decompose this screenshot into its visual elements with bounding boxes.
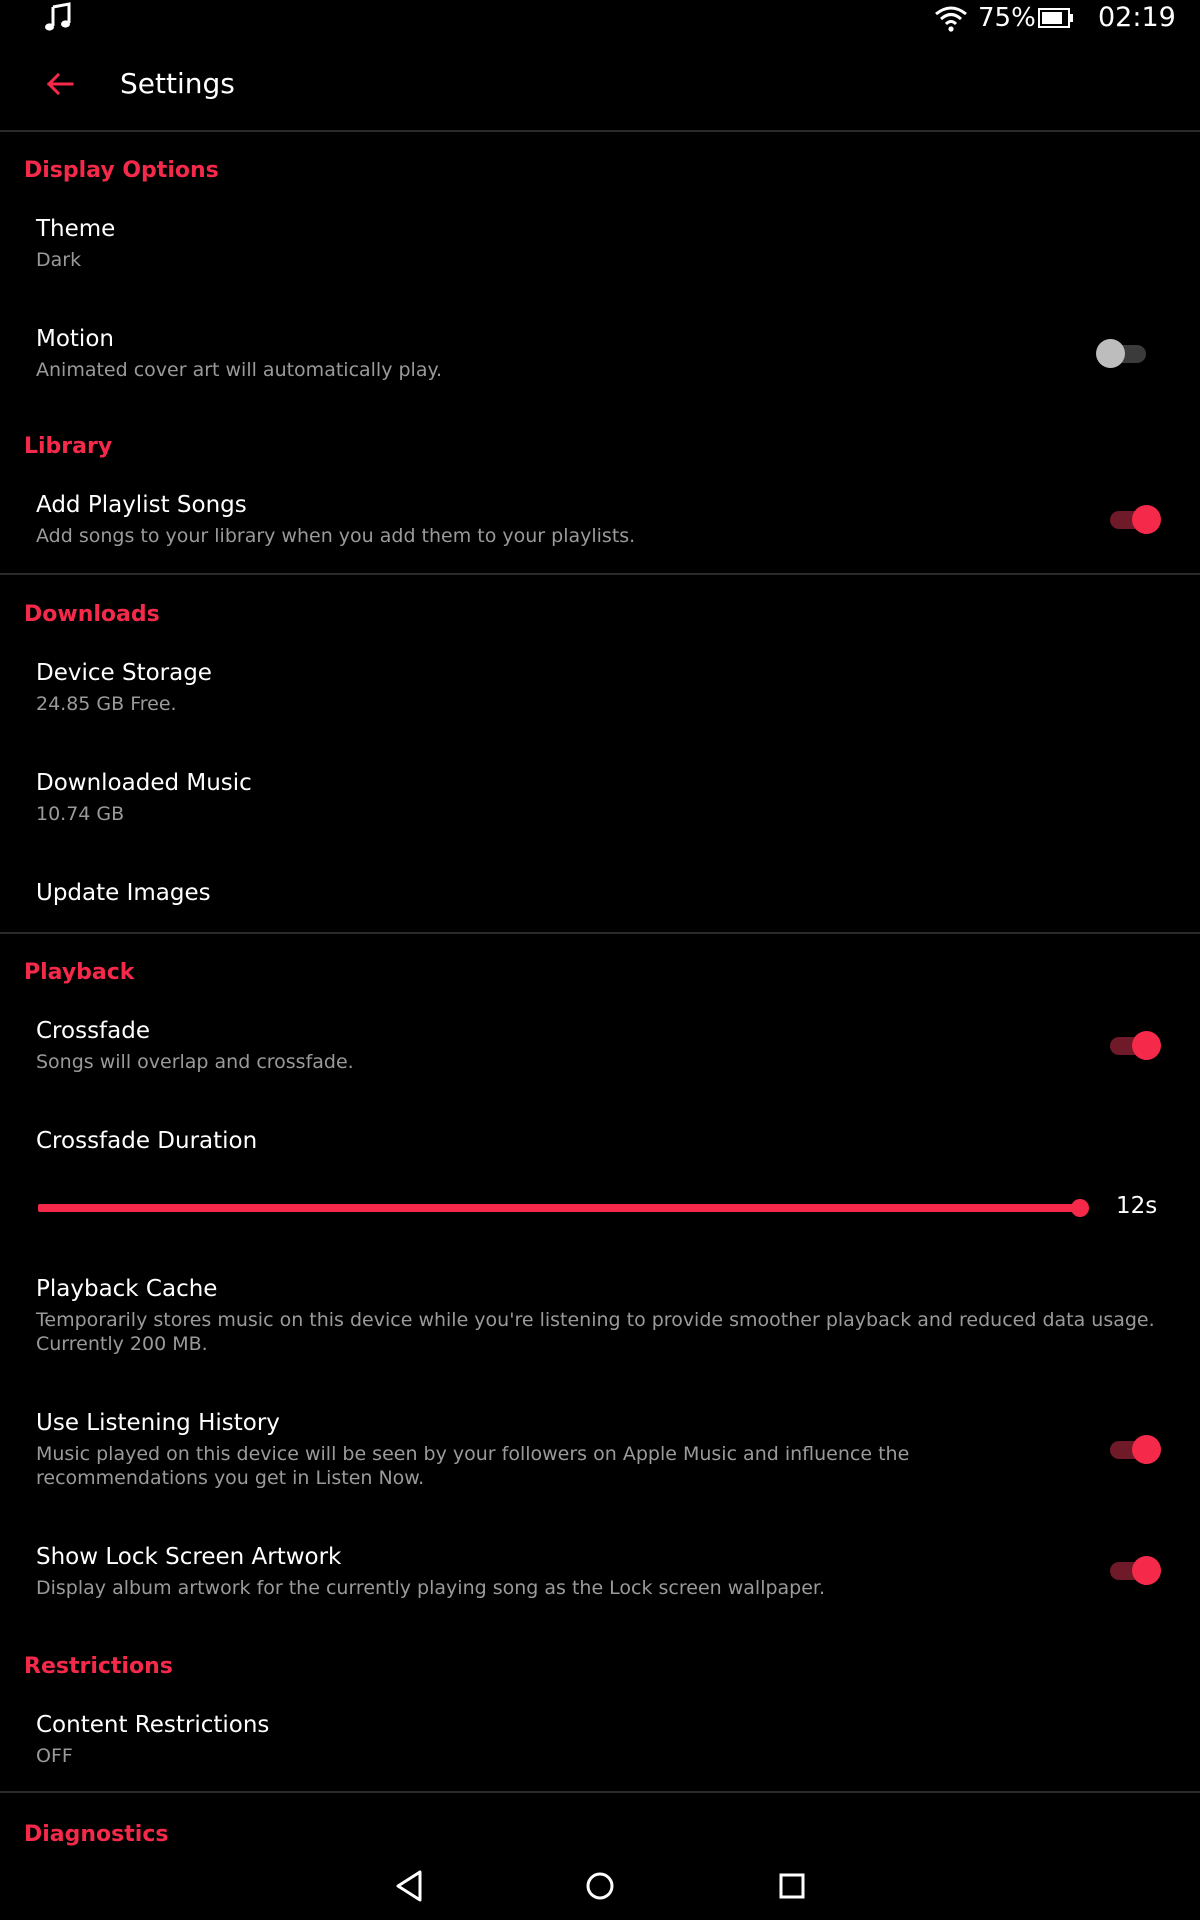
setting-device-storage[interactable] [36,658,1164,716]
setting-value: 24.85 GB Free. [36,693,177,715]
setting-add-playlist-songs[interactable] [36,490,1080,548]
crossfade-duration-value: 12s [1116,1193,1158,1219]
setting-subtitle: Display album artwork for the currently playing song as the Lock screen wallpaper. [36,1577,826,1599]
setting-title: Crossfade Duration [36,1128,258,1154]
add-playlist-songs-toggle[interactable] [1104,502,1160,536]
toggle-thumb [1132,1435,1161,1464]
battery-icon [1038,8,1074,28]
setting-value: OFF [36,1745,73,1767]
section-header-library: Library [24,434,113,459]
setting-update-images[interactable] [36,878,1164,908]
arrow-left-icon[interactable] [44,68,76,100]
setting-title: Content Restrictions [36,1712,270,1738]
setting-crossfade[interactable] [36,1016,1080,1074]
setting-subtitle: Temporarily stores music on this device while you're listening to provide smoother playback and reduced data usage. [36,1309,1155,1331]
toggle-thumb [1132,1031,1161,1060]
setting-show-lock-screen-artwork[interactable] [36,1542,1080,1600]
setting-theme[interactable] [36,214,1164,272]
setting-title: Update Images [36,880,211,906]
status-time: 02:19 [1098,2,1176,33]
slider-thumb[interactable] [1071,1199,1089,1217]
app-bar [0,36,1200,132]
system-nav-bar [0,1852,1200,1920]
crossfade-duration-slider[interactable] [38,1198,1080,1218]
music-note-icon [42,2,74,34]
setting-subtitle: Animated cover art will automatically play. [36,359,443,381]
setting-value: Dark [36,249,82,271]
section-header-restrictions: Restrictions [24,1654,173,1679]
setting-crossfade-duration [36,1126,1164,1156]
setting-title: Motion [36,326,114,352]
page-title: Settings [120,67,235,100]
setting-title: Playback Cache [36,1276,218,1302]
setting-title: Crossfade [36,1018,150,1044]
setting-title: Show Lock Screen Artwork [36,1544,342,1570]
setting-title: Add Playlist Songs [36,492,247,518]
wifi-icon [934,4,968,32]
divider [0,1791,1200,1793]
section-header-playback: Playback [24,960,135,985]
setting-subtitle: Add songs to your library when you add them to your playlists. [36,525,636,547]
square-recents-icon[interactable] [772,1866,812,1906]
circle-home-icon[interactable] [580,1866,620,1906]
setting-title: Downloaded Music [36,770,252,796]
setting-title: Theme [36,216,116,242]
setting-subtitle: Songs will overlap and crossfade. [36,1051,354,1073]
toggle-thumb [1132,505,1161,534]
setting-downloaded-music[interactable] [36,768,1164,826]
setting-title: Use Listening History [36,1410,280,1436]
setting-use-listening-history[interactable] [36,1408,1080,1490]
setting-motion[interactable] [36,324,1080,382]
motion-toggle[interactable] [1096,336,1152,370]
section-header-display-options: Display Options [24,158,219,183]
section-header-downloads: Downloads [24,602,160,627]
triangle-back-icon[interactable] [390,1866,430,1906]
setting-value: Currently 200 MB. [36,1333,208,1355]
slider-track [38,1204,1080,1212]
lock-screen-artwork-toggle[interactable] [1104,1553,1160,1587]
setting-subtitle: Music played on this device will be seen by your followers on Apple Music and influence the recommendations you get in Listen Now. [36,1443,910,1489]
status-bar [0,0,1200,36]
setting-playback-cache[interactable] [36,1274,1164,1356]
listening-history-toggle[interactable] [1104,1432,1160,1466]
section-header-diagnostics: Diagnostics [24,1822,169,1847]
divider [0,573,1200,575]
toggle-thumb [1132,1556,1161,1585]
setting-content-restrictions[interactable] [36,1710,1164,1768]
battery-percentage: 75% [978,3,1036,33]
setting-value: 10.74 GB [36,803,125,825]
toggle-thumb [1096,339,1125,368]
divider [0,932,1200,934]
crossfade-toggle[interactable] [1104,1028,1160,1062]
setting-title: Device Storage [36,660,212,686]
